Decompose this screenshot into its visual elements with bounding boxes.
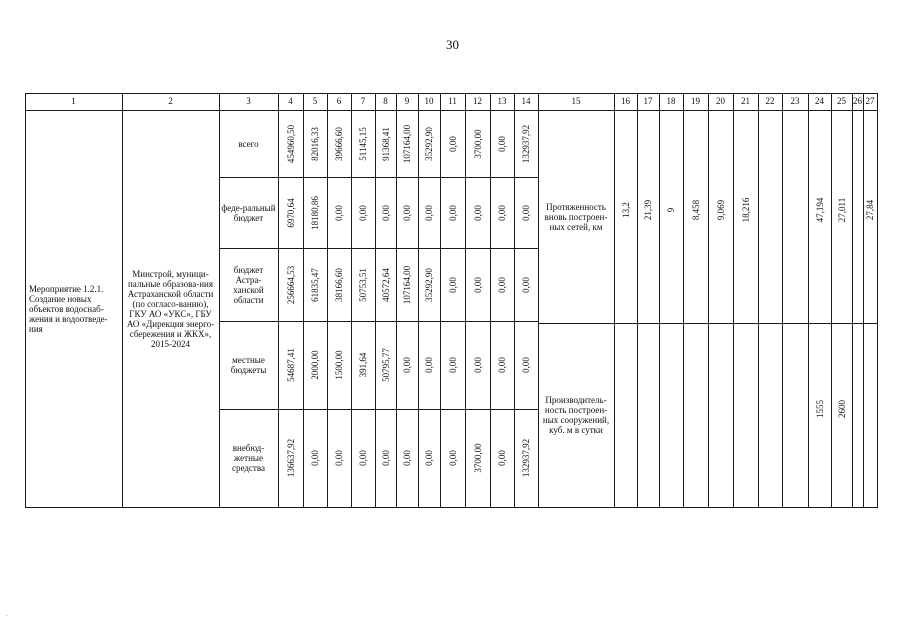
indicator-value: 1555: [814, 400, 825, 419]
column-border: [375, 93, 376, 508]
funding-source-label: внебюд-жетные средства: [231, 443, 265, 473]
column-border: [733, 93, 734, 508]
column-border: [683, 93, 684, 508]
funding-value: 0,00: [447, 450, 458, 466]
funding-value: 3700,00: [472, 128, 483, 159]
funding-value: 0,00: [497, 276, 507, 293]
funding-value: 132937,92: [521, 124, 531, 163]
funding-value: 0,00: [402, 450, 412, 466]
funding-value: 50753,51: [358, 267, 368, 302]
funding-value: 51145,15: [358, 126, 368, 161]
funding-value: 0,00: [447, 276, 458, 293]
funding-value: 0,00: [334, 450, 344, 466]
measure-executor: Минстрой, муници-пальные образова-ния Астраханской области (по согласо-ванию), ГКУ АО «УКС», ГБУ АО «Дирекция энерго-сбережения и ЖКХ», 2015-2024: [126, 268, 215, 349]
funding-value: 0,00: [497, 135, 507, 152]
column-number-header: 4: [288, 96, 293, 106]
margin-mark: .: [6, 610, 8, 618]
column-border: [637, 93, 638, 508]
funding-value: 39666,60: [334, 126, 344, 161]
funding-value: 0,00: [424, 204, 434, 221]
column-border: [514, 93, 515, 508]
column-border: [219, 93, 220, 508]
column-border: [877, 93, 878, 508]
column-number-header: 15: [571, 96, 581, 106]
funding-value: 82016,33: [310, 126, 320, 161]
page-number: 30: [446, 37, 459, 52]
funding-value: 3700,00: [472, 443, 483, 473]
column-border: [327, 93, 328, 508]
column-border: [758, 93, 759, 508]
funding-value: 0,00: [402, 357, 412, 373]
funding-value: 1500,00: [334, 350, 344, 380]
column-border: [782, 93, 783, 508]
measure-name: Мероприятие 1.2.1. Создание новых объектов водоснаб-жения и водоотведе-ния: [29, 283, 108, 334]
indicator-value: 47,194: [814, 197, 825, 223]
funding-value: 0,00: [521, 357, 531, 373]
column-number-header: 2: [168, 96, 173, 106]
funding-value: 2000,00: [310, 350, 320, 380]
column-number-header: 19: [691, 96, 700, 106]
column-border: [278, 93, 279, 508]
funding-value: 0,00: [472, 204, 483, 221]
column-number-header: 20: [716, 96, 725, 106]
indicator-value: 2600: [836, 400, 847, 419]
column-number-header: 11: [448, 96, 457, 106]
funding-value: 0,00: [497, 450, 507, 466]
funding-value: 136637,92: [285, 438, 296, 478]
funding-value: 454960,50: [285, 124, 296, 163]
column-number-header: 23: [790, 96, 800, 106]
funding-value: 0,00: [497, 204, 507, 221]
indicator-value: 18,216: [740, 197, 751, 223]
funding-value: 0,00: [447, 204, 458, 221]
column-border: [831, 93, 832, 508]
column-number-header: 16: [621, 96, 630, 106]
indicator-value: 8,458: [690, 199, 701, 221]
funding-value: 0,00: [424, 450, 434, 466]
column-border: [614, 93, 615, 508]
column-number-header: 8: [383, 96, 388, 106]
column-border: [418, 93, 419, 508]
column-number-header: 27: [865, 96, 875, 106]
indicator-value: 27,011: [836, 197, 847, 223]
column-number-header: 1: [71, 96, 76, 106]
column-border: [440, 93, 441, 508]
funding-value: 0,00: [497, 357, 507, 373]
column-number-header: 25: [837, 96, 846, 106]
funding-value: 0,00: [521, 204, 531, 221]
funding-value: 0,00: [447, 135, 458, 152]
funding-source-label: феде-ральный бюджет: [221, 202, 276, 223]
indicator-value: 9: [666, 207, 676, 213]
column-number-header: 9: [404, 96, 410, 106]
column-number-header: 22: [765, 96, 775, 106]
column-number-header: 14: [521, 96, 531, 106]
funding-value: 0,00: [380, 450, 391, 466]
column-number-header: 18: [666, 96, 676, 106]
funding-value: 107164,00: [402, 124, 412, 163]
column-border: [852, 93, 853, 508]
indicator-value: 21,39: [643, 199, 653, 221]
funding-value: 35292,90: [424, 126, 434, 161]
funding-value: 107164,00: [402, 265, 412, 304]
column-number-header: 26: [853, 96, 862, 106]
indicator-value: 27,84: [865, 199, 875, 221]
funding-value: 50795,77: [380, 348, 391, 382]
column-number-header: 5: [312, 96, 318, 106]
column-number-header: 10: [424, 96, 434, 106]
column-border: [490, 93, 491, 508]
funding-value: 0,00: [358, 204, 368, 221]
funding-value: 40572,64: [380, 267, 391, 302]
column-number-header: 17: [643, 96, 653, 106]
funding-value: 61835,47: [310, 267, 320, 302]
column-number-header: 3: [246, 96, 251, 106]
funding-value: 0,00: [334, 204, 344, 221]
funding-value: 0,00: [424, 357, 434, 373]
funding-value: 0,00: [358, 450, 368, 466]
indicator-name: Протяженность вновь построен-ных сетей, км: [544, 201, 608, 232]
funding-value: 38166,60: [334, 267, 344, 302]
funding-source-label: местные бюджеты: [230, 355, 267, 375]
column-border: [303, 93, 304, 508]
funding-value: 0,00: [402, 204, 412, 221]
funding-value: 256664,53: [285, 265, 296, 304]
funding-source-label: бюджет Астра-ханской области: [233, 264, 264, 305]
funding-value: 18180,86: [310, 195, 320, 230]
column-border: [708, 93, 709, 508]
column-number-header: 24: [815, 96, 824, 106]
funding-value: 6970,64: [285, 197, 296, 228]
funding-value: 0,00: [472, 357, 483, 373]
column-border: [538, 93, 539, 508]
indicator-value: 9,069: [715, 199, 726, 221]
funding-value: 0,00: [380, 204, 391, 221]
column-border: [396, 93, 397, 508]
funding-value: 35292,90: [424, 267, 434, 302]
column-number-header: 12: [473, 96, 482, 106]
funding-value: 0,00: [472, 276, 483, 293]
column-number-header: 6: [336, 96, 342, 106]
column-border: [659, 93, 660, 508]
column-border: [863, 93, 864, 508]
funding-value: 0,00: [310, 450, 320, 466]
funding-value: 0,00: [521, 276, 531, 293]
program-measures-table: [25, 93, 877, 507]
funding-value: 132937,92: [521, 438, 531, 478]
indicator-value: 13,2: [620, 202, 631, 218]
funding-value: 91368,41: [380, 126, 391, 161]
column-number-header: 21: [741, 96, 750, 106]
column-border: [808, 93, 809, 508]
funding-value: 391,64: [358, 352, 368, 378]
table-bottom-border: [25, 507, 878, 508]
column-border: [122, 93, 123, 508]
column-border: [351, 93, 352, 508]
column-border: [465, 93, 466, 508]
column-number-header: 7: [360, 96, 366, 106]
funding-value: 0,00: [447, 357, 458, 373]
funding-source-label: всего: [238, 138, 259, 149]
column-number-header: 13: [497, 96, 507, 106]
funding-value: 54687,41: [285, 348, 296, 382]
indicator-name: Производитель-ность построен-ных сооружений, куб. м в сутки: [542, 395, 610, 435]
table-left-border: [25, 93, 26, 508]
